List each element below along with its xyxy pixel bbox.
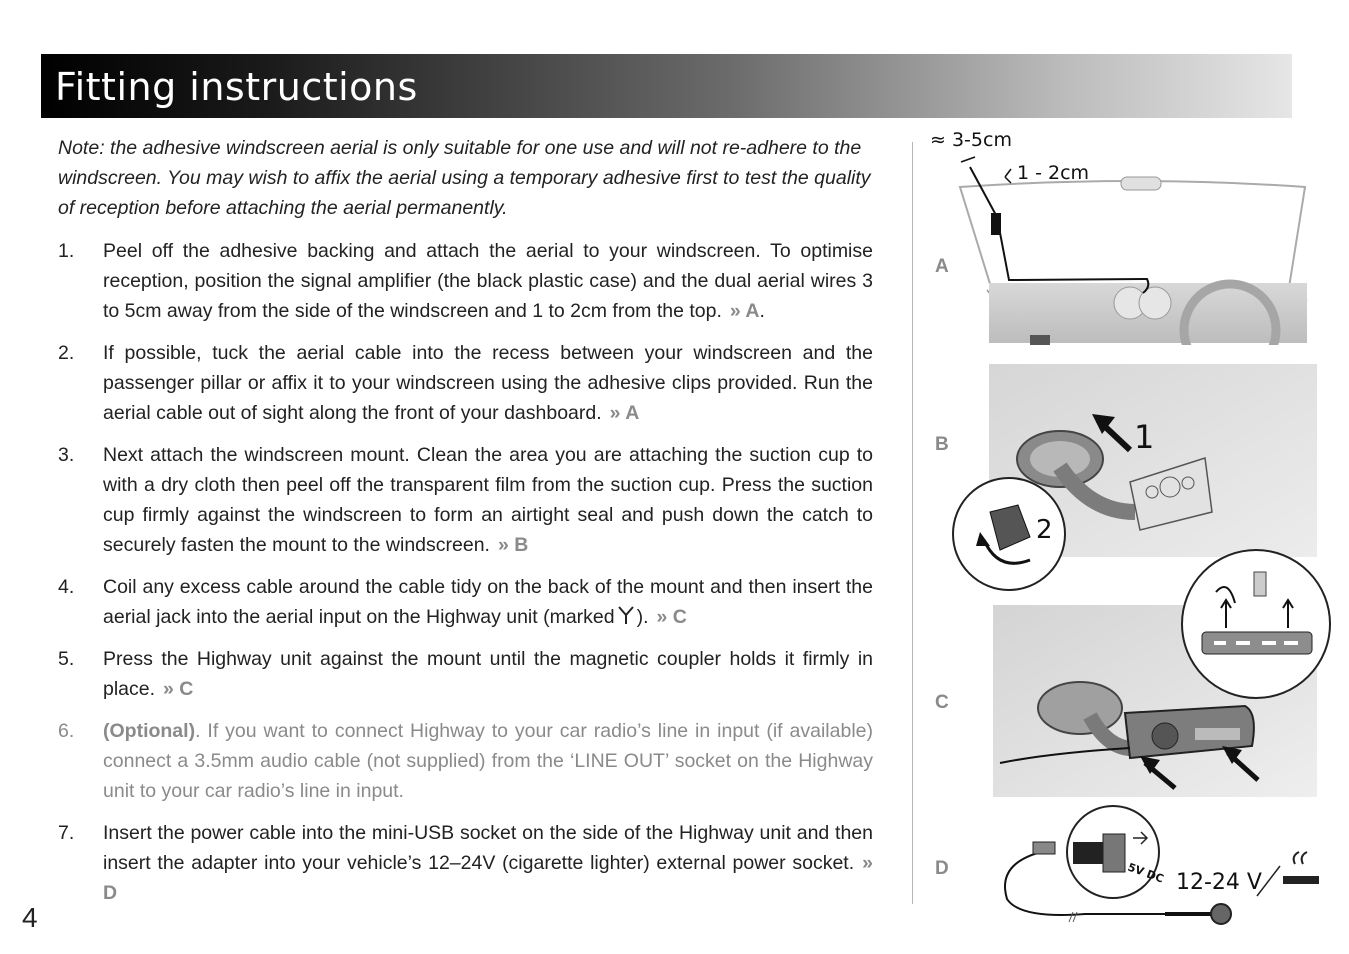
step-number: 3. <box>58 444 75 466</box>
figure-ref: » C <box>163 678 194 700</box>
step-number: 2. <box>58 342 75 364</box>
figure-ref: » A <box>609 402 640 424</box>
step-5 <box>58 644 873 704</box>
step-4 <box>58 572 873 632</box>
step-1 <box>58 236 873 326</box>
step-text: If possible, tuck the aerial cable into the recess between your windscreen and the passenger pillar or affix it to your windscreen using the adhesive clips provided. Run the aerial cable out of sight along the front of your dashboard. <box>103 342 873 424</box>
usb-5vdc-label: 5V DC <box>1125 860 1166 886</box>
step-1-marker: 1 <box>1134 418 1155 456</box>
figure-a-label: A <box>935 256 949 277</box>
title-bar <box>41 54 1292 118</box>
step-2 <box>58 338 873 428</box>
step-text: Insert the power cable into the mini-USB socket on the side of the Highway unit and then insert the adapter into your vehicle’s 12–24V (cigarette lighter) external power socket. <box>103 822 873 874</box>
step-number: 1. <box>58 240 75 262</box>
figure-d-illustration <box>995 804 1335 939</box>
figure-c-illustration <box>990 548 1335 800</box>
page-title: Fitting instructions <box>55 65 418 109</box>
step-3 <box>58 440 873 560</box>
step-text: Peel off the adhesive backing and attach the aerial to your windscreen. To optimise reception, position the signal amplifier (the black plastic case) and the dual aerial wires 3 to 5cm away from the side of the windscreen and 1 to 2cm from the top. <box>103 240 873 322</box>
steps-list <box>58 236 873 920</box>
step-text: Next attach the windscreen mount. Clean the area you are attaching the suction cup to with a dry cloth then peel off the transparent film from the suction cup. Press the suction cup firmly against the windscreen to form an airtight seal and push down the catch to securely fasten the mount to the windscreen. <box>103 444 873 556</box>
figure-ref: » A <box>729 300 760 322</box>
figure-ref: » D <box>103 852 873 904</box>
step-number: 7. <box>58 822 75 844</box>
figure-a-illustration <box>925 125 1325 345</box>
step-7 <box>58 818 873 908</box>
voltage-label: 12-24 V <box>1176 870 1262 895</box>
note-paragraph: Note: the adhesive windscreen aerial is only suitable for one use and will not re-adhere to the windscreen. You may wish to affix the aerial using a temporary adhesive first to test the quality of reception before attaching the aerial permanently. <box>58 137 871 219</box>
step-number: 4. <box>58 576 75 598</box>
figure-ref: » C <box>656 606 687 628</box>
aerial-icon <box>617 605 635 625</box>
dimension-1-2cm: 1 - 2cm <box>1017 162 1090 184</box>
step-text: . If you want to connect Highway to your car radio’s line in input (if available) connect a 3.5mm audio cable (not supplied) from the ‘LINE OUT’ socket on the Highway unit to your car radio’s line in input. <box>103 720 873 802</box>
step-text-after: ). <box>636 606 649 628</box>
step-suffix: . <box>759 300 765 322</box>
step-text: Press the Highway unit against the mount until the magnetic coupler holds it firmly in place. <box>103 648 873 700</box>
figure-b-label: B <box>935 434 949 455</box>
page-number: 4 <box>22 902 38 933</box>
step-text: Coil any excess cable around the cable tidy on the back of the mount and then insert the aerial jack into the aerial input on the Highway unit (marked <box>103 576 873 628</box>
column-divider <box>912 142 913 904</box>
dimension-3-5cm: ≈ 3-5cm <box>930 129 1012 151</box>
step-number: 6. <box>58 720 75 742</box>
step-number: 5. <box>58 648 75 670</box>
figure-d-label: D <box>935 858 949 879</box>
figure-c-label: C <box>935 692 949 713</box>
optional-label: (Optional) <box>103 720 196 742</box>
step-2-marker: 2 <box>1036 515 1053 545</box>
figure-ref: » B <box>497 534 529 556</box>
step-6 <box>58 716 873 806</box>
